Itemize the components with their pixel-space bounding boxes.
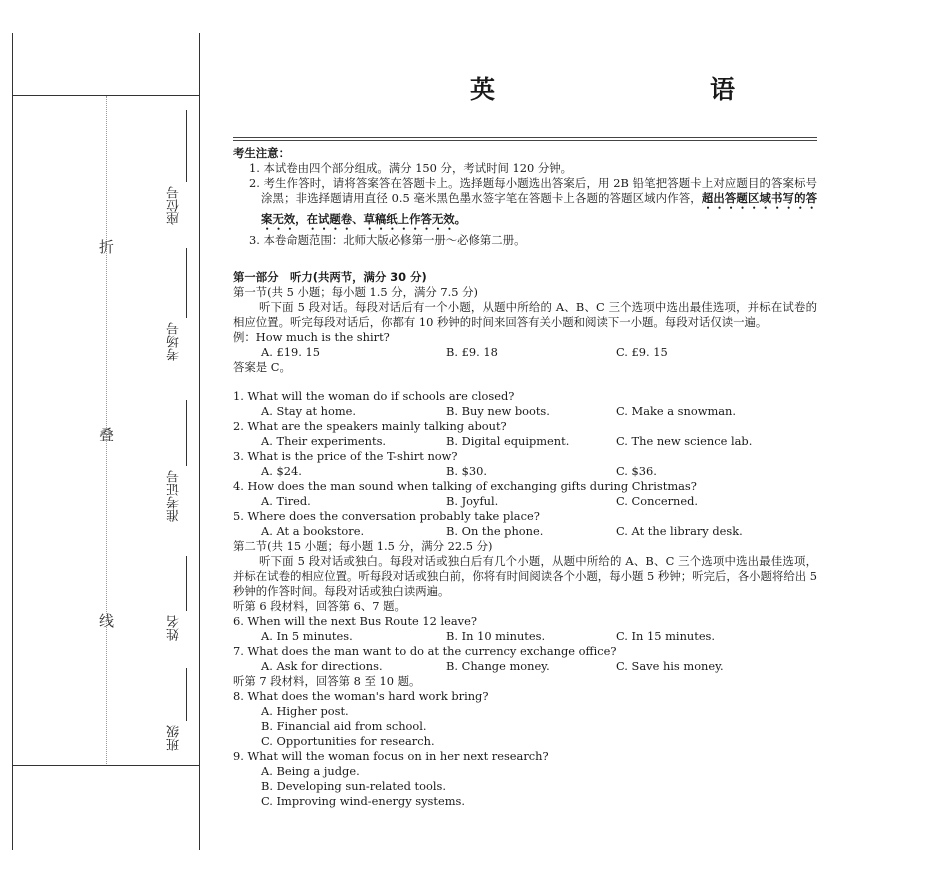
q4-option-c: C. Concerned. (616, 494, 699, 508)
q9-option-c: C. Improving wind-energy systems. (261, 794, 465, 808)
q3-option-b: B. $30. (446, 464, 487, 478)
header-rule-bottom (233, 140, 817, 141)
field-name: 姓名 (167, 615, 182, 641)
q6-option-c: C. In 15 minutes. (616, 629, 716, 643)
margin-inner-line (199, 33, 200, 850)
q1-option-a: A. Stay at home. (261, 404, 357, 418)
example-options (233, 345, 817, 360)
section1-instructions: 听下面 5 段对话。每段对话后有一个小题，从题中所给的 A、B、C 三个选项中选出最佳选项，并标在试卷的相应位置。听完每段对话后，你都有 10 秒钟的时间来回答有关小题和阅读下一小题。每段对话仅读一遍。 (233, 300, 817, 329)
question-4-options (233, 494, 817, 509)
q8-option-b: B. Financial aid from school. (261, 719, 427, 733)
notice-item-2 (233, 176, 817, 233)
field-exam-room: 考场号 (167, 322, 182, 361)
q3-option-c: C. $36. (616, 464, 657, 478)
question-1: 1. What will the woman do if schools are closed? (233, 389, 515, 403)
fold-char-xian: 线 (99, 612, 115, 630)
section2-heading: 第二节(共 15 小题；每小题 1.5 分，满分 22.5 分) (233, 539, 493, 553)
q7-option-a: A. Ask for directions. (261, 659, 383, 673)
q1-option-b: B. Buy new boots. (446, 404, 550, 418)
example-option-b: B. £9. 18 (446, 345, 498, 359)
question-5: 5. Where does the conversation probably take place? (233, 509, 540, 523)
notice-item-2-text: 2. 考生作答时，请将答案答在答题卡上。选择题每小题选出答案后，用 2B 铅笔把答题卡上对应题目的答案标号涂黑；非选择题请用直径 0.5 毫米黑色墨水签字笔在答题卡上各题的答题区域内作答， (249, 176, 817, 205)
q2-option-c: C. The new science lab. (616, 434, 753, 448)
section1-heading: 第一节(共 5 小题；每小题 1.5 分，满分 7.5 分) (233, 285, 478, 299)
example-option-c: C. £9. 15 (616, 345, 668, 359)
example-question: 例：How much is the shirt? (233, 330, 390, 344)
fold-char-zhe: 折 (99, 238, 115, 256)
q7-option-c: C. Save his money. (616, 659, 724, 673)
field-admission-number: 准考证号 (167, 470, 182, 522)
question-1-options (233, 404, 817, 419)
question-3-options (233, 464, 817, 479)
page-title: 英 语 (470, 75, 791, 104)
question-6: 6. When will the next Bus Route 12 leave? (233, 614, 477, 628)
material-7-note: 听第 7 段材料，回答第 8 至 10 题。 (233, 674, 421, 688)
fold-char-die: 叠 (99, 426, 115, 444)
q4-option-a: A. Tired. (261, 494, 311, 508)
section2-instructions: 听下面 5 段对话或独白。每段对话或独白后有几个小题，从题中所给的 A、B、C 三个选项中选出最佳选项，并标在试卷的相应位置。听每段对话或独白前，你将有时间阅读各个小题，每小题 5 秒钟；听完后，各小题将给出 5 秒钟的作答时间。每段对话或独白读两遍。 (233, 554, 817, 598)
q6-option-b: B. In 10 minutes. (446, 629, 546, 643)
q5-option-c: C. At the library desk. (616, 524, 743, 538)
example-answer: 答案是 C。 (233, 360, 291, 374)
header-rule-top (233, 137, 817, 138)
question-2-options (233, 434, 817, 449)
example-option-a: A. £19. 15 (261, 345, 320, 359)
question-6-options (233, 629, 817, 644)
field-class: 班级 (167, 725, 182, 751)
field-seat-number: 座位号 (167, 186, 182, 225)
q1-option-c: C. Make a snowman. (616, 404, 737, 418)
notice-emphasis: 超出答题区域书写的答案无效，在试题卷、草稿纸上作答无效。 (261, 191, 817, 226)
q2-option-a: A. Their experiments. (261, 434, 387, 448)
margin-outer-line (12, 33, 13, 850)
question-8: 8. What does the woman's hard work bring? (233, 689, 489, 703)
part1-heading: 第一部分 听力(共两节，满分 30 分) (233, 270, 427, 284)
question-7: 7. What does the man want to do at the currency exchange office? (233, 644, 617, 658)
q7-option-b: B. Change money. (446, 659, 550, 673)
field-exam-room-line (186, 248, 187, 318)
q8-option-a: A. Higher post. (261, 704, 349, 718)
q8-option-c: C. Opportunities for research. (261, 734, 435, 748)
question-5-options (233, 524, 817, 539)
field-class-line (186, 668, 187, 721)
field-seat-number-line (186, 110, 187, 182)
question-7-options (233, 659, 817, 674)
notice-item-1: 1. 本试卷由四个部分组成。满分 150 分，考试时间 120 分钟。 (249, 161, 573, 175)
q5-option-a: A. At a bookstore. (261, 524, 365, 538)
q4-option-b: B. Joyful. (446, 494, 499, 508)
question-3: 3. What is the price of the T-shirt now? (233, 449, 458, 463)
notice-item-3: 3. 本卷命题范围：北师大版必修第一册～必修第二册。 (249, 233, 526, 247)
notice-heading: 考生注意： (233, 146, 290, 160)
field-admission-number-line (186, 400, 187, 466)
margin-bottom-rule (12, 765, 199, 766)
q3-option-a: A. $24. (261, 464, 302, 478)
q6-option-a: A. In 5 minutes. (261, 629, 353, 643)
material-6-note: 听第 6 段材料，回答第 6、7 题。 (233, 599, 406, 613)
question-4: 4. How does the man sound when talking of exchanging gifts during Christmas? (233, 479, 697, 493)
q9-option-b: B. Developing sun-related tools. (261, 779, 446, 793)
field-name-line (186, 556, 187, 611)
question-2: 2. What are the speakers mainly talking about? (233, 419, 507, 433)
exam-content (233, 146, 817, 809)
q9-option-a: A. Being a judge. (261, 764, 360, 778)
question-9: 9. What will the woman focus on in her next research? (233, 749, 549, 763)
q5-option-b: B. On the phone. (446, 524, 544, 538)
q2-option-b: B. Digital equipment. (446, 434, 570, 448)
